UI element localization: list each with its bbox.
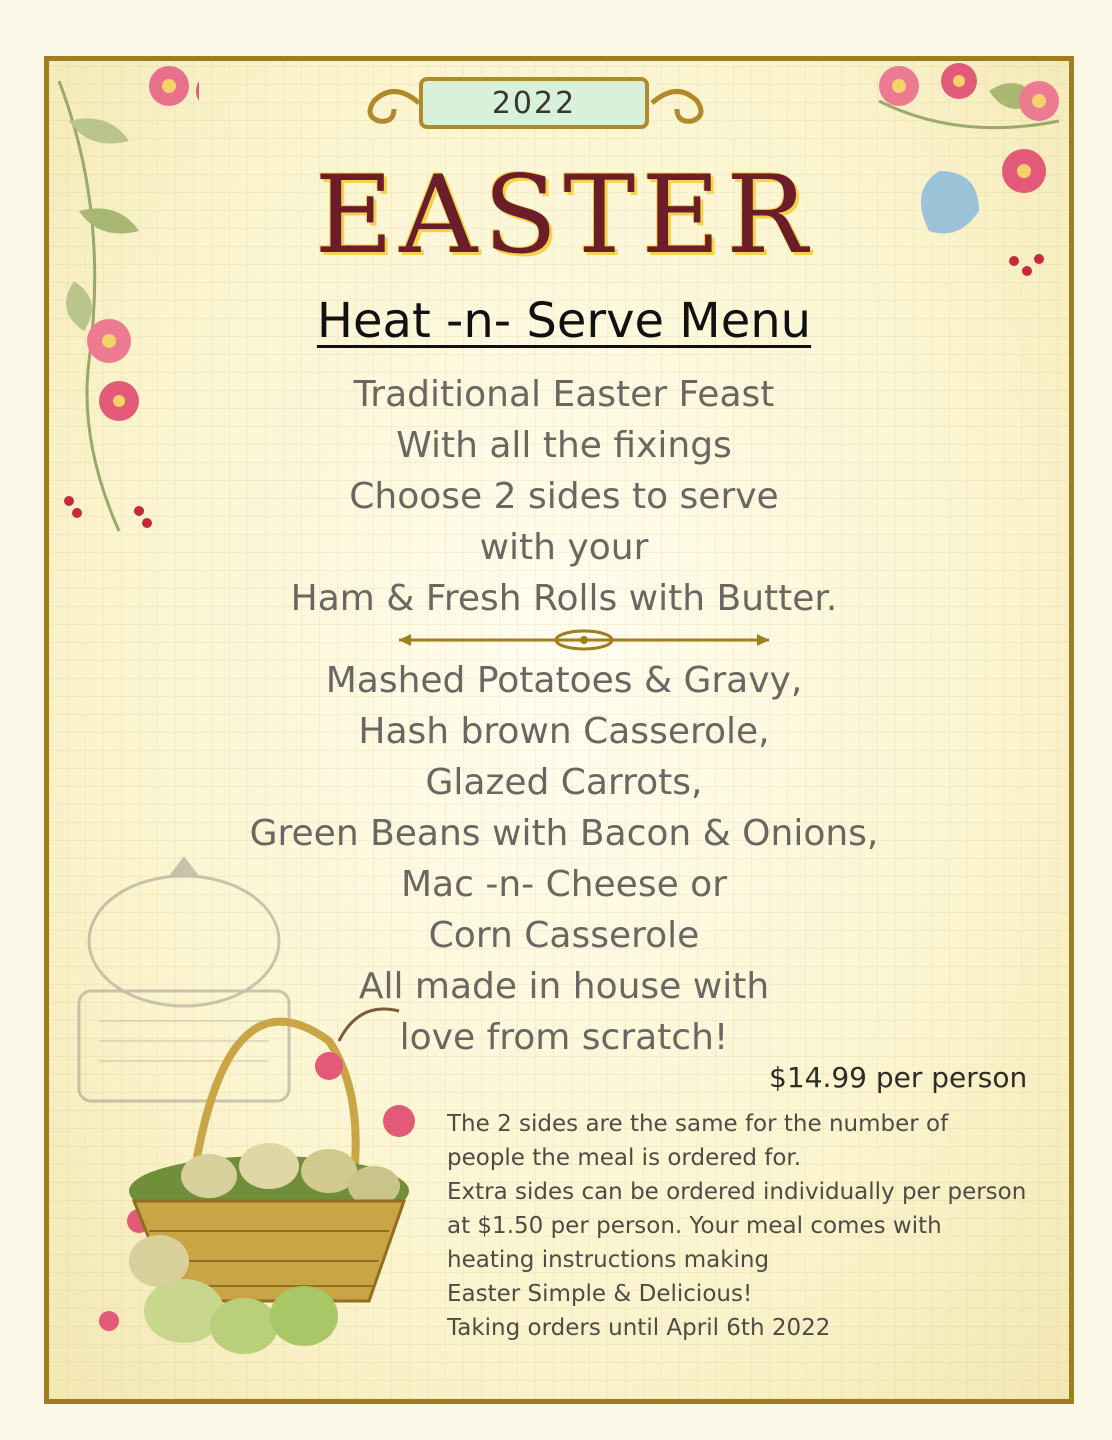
side-item: Corn Casserole bbox=[428, 915, 700, 956]
scroll-ornament-left-icon bbox=[364, 71, 424, 135]
menu-subtitle: Heat -n- Serve Menu bbox=[316, 293, 812, 349]
side-item: All made in house with bbox=[358, 966, 770, 1007]
note-line: at $1.50 per person. Your meal comes with bbox=[447, 1213, 942, 1239]
note-line: Extra sides can be ordered individually per person bbox=[447, 1179, 1027, 1205]
intro-line: With all the fixings bbox=[396, 425, 732, 466]
intro-line: Ham & Fresh Rolls with Butter. bbox=[290, 578, 838, 619]
price-per-person: $14.99 per person bbox=[769, 1061, 1028, 1094]
ornament-divider-icon bbox=[394, 627, 774, 653]
note-line: people the meal is ordered for. bbox=[447, 1145, 802, 1171]
intro-line: Choose 2 sides to serve bbox=[349, 476, 779, 517]
intro-line: with your bbox=[479, 527, 649, 568]
note-line: heating instructions making bbox=[447, 1247, 770, 1273]
note-line: Easter Simple & Delicious! bbox=[447, 1281, 753, 1307]
order-notes bbox=[447, 1107, 1067, 1345]
side-item: love from scratch! bbox=[399, 1017, 729, 1058]
intro-line: Traditional Easter Feast bbox=[353, 374, 775, 415]
note-line: Taking orders until April 6th 2022 bbox=[447, 1315, 831, 1341]
side-item: Green Beans with Bacon & Onions, bbox=[249, 813, 879, 854]
year-plaque: 2022 bbox=[419, 77, 649, 129]
menu-poster bbox=[44, 56, 1074, 1404]
easter-basket-icon bbox=[79, 961, 459, 1381]
page-title: EASTER bbox=[314, 153, 814, 278]
side-item: Mashed Potatoes & Gravy, bbox=[325, 660, 803, 701]
side-item: Mac -n- Cheese or bbox=[400, 864, 728, 905]
side-item: Glazed Carrots, bbox=[425, 762, 703, 803]
side-item: Hash brown Casserole, bbox=[358, 711, 770, 752]
note-line: The 2 sides are the same for the number of bbox=[447, 1111, 949, 1137]
scroll-ornament-right-icon bbox=[647, 71, 707, 135]
